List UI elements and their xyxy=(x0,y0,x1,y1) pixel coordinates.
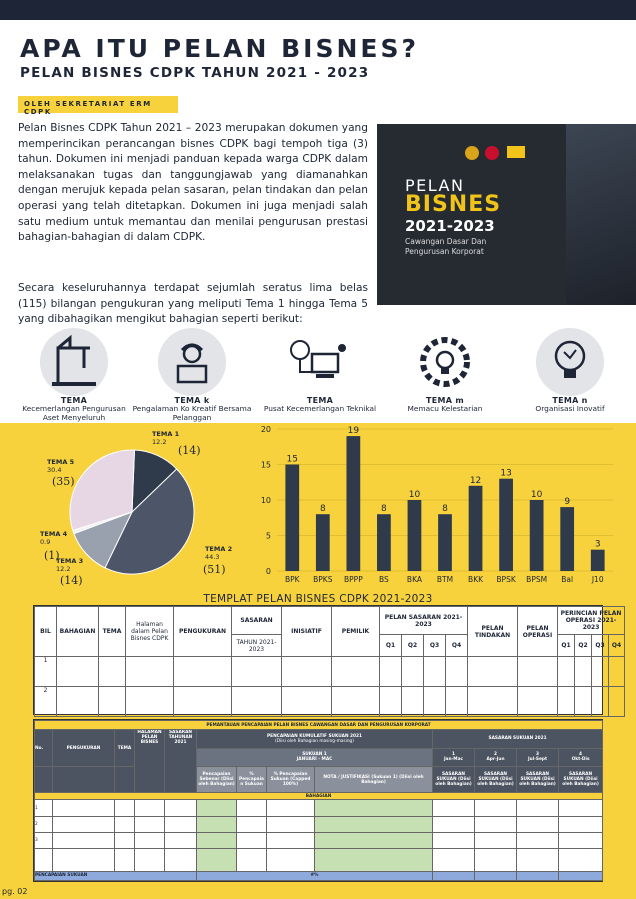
intro-paragraph: Pelan Bisnes CDPK Tahun 2021 – 2023 merupakan dokumen yang memperincikan perancangan bisnes CDPK bagi tempoh tiga (3) tahun. Dokumen ini menjadi panduan kepada warga CDPK dalam melaksanakan tugas dan tanggungjawab yang diamanahkan dengan merujuk kepada pelan sasaran, pelan tindakan dan pelan operasi yang telah ditetapkan. Dokumen ini juga menjadi salah satu medium untuk memantau dan menilai pengurusan prestasi bahagian-bahagian di dalam CDPK. xyxy=(18,122,368,244)
x-tick-label: BPSM xyxy=(526,575,548,584)
theme-desc: Organisasi Inovatif xyxy=(535,404,605,413)
pie-count-tema2: (51) xyxy=(203,563,226,576)
col-q2: Q2 xyxy=(402,635,424,657)
col-pelan-sasaran: PELAN SASARAN 2021-2023 xyxy=(380,607,468,635)
pie-count-tema4: (1) xyxy=(44,549,60,562)
row-num: 1 xyxy=(35,800,53,816)
computer-network-icon xyxy=(286,328,354,396)
pie-label-tema2: TEMA 2 44.3 xyxy=(205,545,233,561)
col-no: No. xyxy=(35,730,53,767)
pie-count-tema1: (14) xyxy=(178,444,201,457)
bar-value-label: 12 xyxy=(469,475,482,486)
col-nota: NOTA / JUSTIFIKASI (Sukuan 1) (Diisi oleh Bahagian) xyxy=(315,766,433,792)
page-number: pg. 02 xyxy=(2,887,28,896)
bar-BTM xyxy=(438,514,452,571)
row-num: 2 xyxy=(35,816,53,832)
col-tahun: TAHUN 2021-2023 xyxy=(232,635,282,657)
bar-value-label: 10 xyxy=(530,490,543,500)
col-halaman: HALAMAN PELAN BISNES xyxy=(135,730,165,793)
col-pengukuran: PENGUKURAN xyxy=(53,730,115,767)
theme-name: TEMA m xyxy=(426,396,464,405)
bar-BPPP xyxy=(346,436,360,571)
col-qtr1: 1 Jan-Mac xyxy=(433,748,475,766)
col-bil: BIL xyxy=(35,607,57,657)
byline: OLEH SEKRETARIAT ERM CDPK xyxy=(18,96,178,113)
pie-label-tema4: TEMA 4 0.9 xyxy=(40,530,68,546)
col-tema: TEMA xyxy=(115,730,135,767)
cover-line2: BISNES xyxy=(405,192,502,217)
pie-count-tema3: (14) xyxy=(60,574,83,587)
col-pelan-tindakan: PELAN TINDAKAN xyxy=(468,607,518,657)
x-tick-label: BPPP xyxy=(344,575,363,584)
x-tick-label: BTM xyxy=(436,575,454,584)
cover-line3: 2021-2023 xyxy=(405,217,495,235)
bar-BKA xyxy=(408,500,422,571)
logo-icon xyxy=(507,146,525,158)
innovation-bulb-icon xyxy=(536,328,604,396)
pie-label-tema1: TEMA 1 12.2 xyxy=(152,430,180,446)
table-row xyxy=(35,833,603,849)
x-tick-label: BPK xyxy=(284,575,300,584)
col-pemilik: PEMILIK xyxy=(332,607,380,657)
bar-J10 xyxy=(591,550,605,571)
x-tick-label: BKK xyxy=(468,575,484,584)
col-sasaran-tahunan: SASARAN TAHUNAN 2021 xyxy=(165,730,197,793)
building-graphic xyxy=(566,124,636,305)
template-title: TEMPLAT PELAN BISNES CDPK 2021-2023 xyxy=(203,593,433,605)
bar-chart xyxy=(255,423,625,588)
pie-chart xyxy=(30,430,260,590)
x-tick-label: BPKS xyxy=(313,575,333,584)
x-tick-label: J10 xyxy=(591,575,604,584)
summary-paragraph: Secara keseluruhannya terdapat sejumlah seratus lima belas (115) bilangan pengukuran yang meliputi Tema 1 hingga Tema 5 yang dibahagikan mengikut bahagian seperti berikut: xyxy=(18,282,368,326)
col-sasaran-q1: SASARAN SUKUAN (Diisi oleh Bahagian) xyxy=(433,766,475,792)
footer-value: #% xyxy=(197,871,433,880)
bar-value-label: 8 xyxy=(442,504,448,515)
table-row xyxy=(35,816,603,832)
pie-count-tema5: (35) xyxy=(52,475,75,488)
table-row xyxy=(35,657,625,687)
col-q2b: Q2 xyxy=(575,635,592,657)
table-row xyxy=(35,800,603,816)
theme-3 xyxy=(260,328,380,414)
x-tick-label: BPSK xyxy=(496,575,516,584)
theme-4 xyxy=(385,328,505,414)
col-tema: TEMA xyxy=(99,607,126,657)
cover-line1: PELAN xyxy=(405,176,465,195)
page-subtitle: PELAN BISNES CDPK TAHUN 2021 - 2023 xyxy=(20,65,370,81)
col-pengukuran: PENGUKURAN xyxy=(174,607,232,657)
col-pct-sukuan: % Pencapaia n Sukuan xyxy=(237,766,267,792)
pie-label-tema3: TEMA 3 12.2 xyxy=(56,557,84,573)
theme-name: TEMA k xyxy=(174,396,210,405)
col-bahagian: BAHAGIAN xyxy=(57,607,99,657)
col-q1: Q1 xyxy=(380,635,402,657)
y-tick-label: 10 xyxy=(260,496,271,505)
theme-1 xyxy=(14,328,134,422)
col-kumulatif: PENCAPAIAN KUMULATIF SUKUAN 2021 (Diisi oleh Bahagian masing-masing) xyxy=(197,730,433,748)
theme-name: TEMA xyxy=(306,396,334,405)
y-tick-label: 0 xyxy=(265,567,271,576)
col-sasaran-sukuan: SASARAN SUKUAN 2021 xyxy=(433,730,603,748)
col-q3b: Q3 xyxy=(592,635,609,657)
col-sasaran-q2: SASARAN SUKUAN (Diisi oleh Bahagian) xyxy=(475,766,517,792)
crane-icon xyxy=(40,328,108,396)
bar-svg xyxy=(255,423,625,588)
bar-BPSK xyxy=(499,479,513,571)
table-row xyxy=(35,849,603,871)
theme-desc: Pusat Kecemerlangan Teknikal xyxy=(263,404,377,413)
bar-BPKS xyxy=(316,514,330,571)
bar-value-label: 9 xyxy=(564,497,571,508)
col-q4b: Q4 xyxy=(609,635,625,657)
bar-value-label: 10 xyxy=(408,490,421,500)
cover-image xyxy=(377,124,636,305)
theme-desc: Pengalaman Ko Kreatif Bersama Pelanggan xyxy=(132,404,252,422)
col-q3: Q3 xyxy=(424,635,446,657)
y-tick-label: 20 xyxy=(260,425,271,434)
col-q4: Q4 xyxy=(446,635,468,657)
theme-name: TEMA xyxy=(60,396,88,405)
x-tick-label: BKA xyxy=(406,575,422,584)
monitoring-title: PEMANTAUAN PENCAPAIAN PELAN BISNES CAWANGAN DASAR DAN PENGURUSAN KORPORAT xyxy=(35,721,603,730)
col-halaman: Halaman dalam Pelan Bisnes CDPK xyxy=(126,607,174,657)
y-tick-label: 5 xyxy=(265,531,271,541)
col-sasaran-q4: SASARAN SUKUAN (Diisi oleh Bahagian) xyxy=(559,766,603,792)
top-bar xyxy=(0,0,636,20)
table-row xyxy=(35,687,625,717)
col-q1b: Q1 xyxy=(558,635,575,657)
bar-value-label: 8 xyxy=(319,504,326,515)
section-label: BAHAGIAN xyxy=(35,793,603,800)
col-pct-capped: % Pencapaian Sukuan (Capped 100%) xyxy=(267,766,315,792)
col-qtr4: 4 Okt-Dis xyxy=(559,748,603,766)
footer-label: PENCAPAIAN SUKUAN xyxy=(35,871,197,880)
col-sasaran: SASARAN xyxy=(232,607,282,635)
x-tick-label: BS xyxy=(379,575,389,584)
theme-5 xyxy=(510,328,630,414)
bar-Bal xyxy=(560,507,574,571)
col-sukuan1: SUKUAN 1 JANUARI - MAC xyxy=(197,748,433,766)
bar-value-label: 3 xyxy=(594,539,601,550)
cover-line4: Cawangan Dasar Dan Pengurusan Korporat xyxy=(405,237,487,256)
gear-bulb-icon xyxy=(411,328,479,396)
row-num: 2 xyxy=(35,687,57,717)
col-pelan-operasi: PELAN OPERASI xyxy=(518,607,558,657)
theme-desc: Memacu Kelestarian xyxy=(407,404,483,413)
col-sebenar: Pencapaian Sebenar (Diisi oleh Bahagian) xyxy=(197,766,237,792)
bar-value-label: 19 xyxy=(347,426,360,437)
y-tick-label: 15 xyxy=(260,460,271,470)
page-title: APA ITU PELAN BISNES? xyxy=(20,34,419,63)
bar-value-label: 13 xyxy=(500,468,512,479)
monitoring-table xyxy=(33,719,603,882)
bar-value-label: 15 xyxy=(286,454,298,465)
template-table xyxy=(33,605,622,715)
theme-2 xyxy=(132,328,252,422)
col-qtr2: 2 Apr-Jun xyxy=(475,748,517,766)
crest-icon xyxy=(485,146,499,160)
bar-BPSM xyxy=(530,500,544,571)
col-qtr3: 3 Jul-Sept xyxy=(517,748,559,766)
theme-name: TEMA n xyxy=(552,396,588,405)
x-tick-label: Bal xyxy=(561,575,574,584)
row-num: 3 xyxy=(35,833,53,849)
pie-label-tema5: TEMA 5 30.4 xyxy=(47,458,75,474)
col-inisiatif: INISIATIF xyxy=(282,607,332,657)
bar-BS xyxy=(377,514,391,571)
col-sasaran-q3: SASARAN SUKUAN (Diisi oleh Bahagian) xyxy=(517,766,559,792)
seal-icon xyxy=(465,146,479,160)
bar-BKK xyxy=(469,486,483,571)
col-perincian: PERINCIAN PELAN OPERASI 2021-2023 xyxy=(558,607,625,635)
row-num: 1 xyxy=(35,657,57,687)
theme-desc: Kecemerlangan Pengurusan Aset Menyeluruh xyxy=(22,404,126,422)
worker-icon xyxy=(158,328,226,396)
bar-BPK xyxy=(285,465,299,572)
bar-value-label: 8 xyxy=(381,504,387,515)
